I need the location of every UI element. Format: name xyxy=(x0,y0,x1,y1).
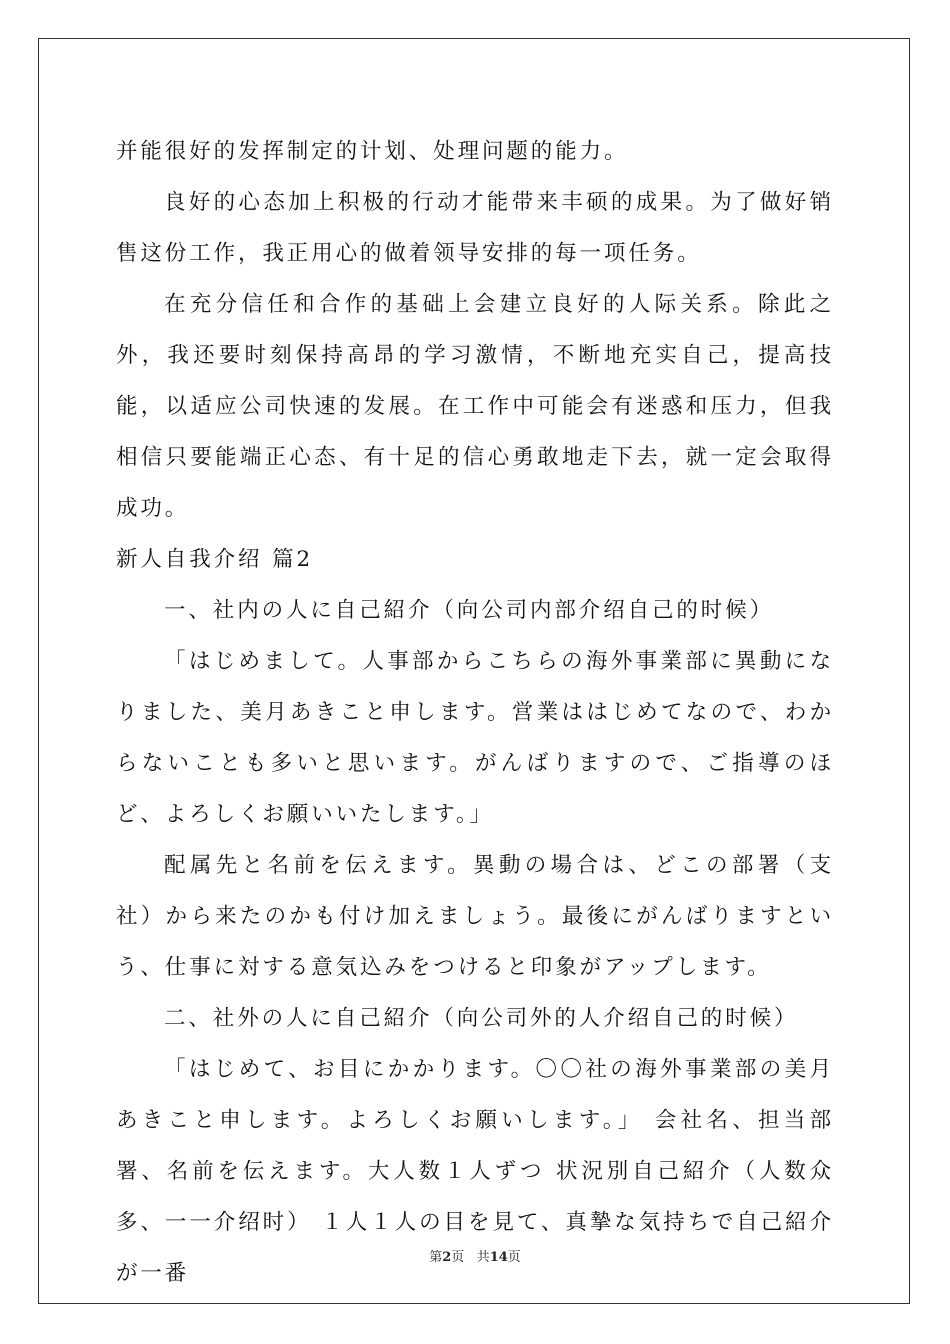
total-pages: 14 xyxy=(489,1250,508,1265)
paragraph-internal-tips: 配属先と名前を伝えます。異動の場合は、どこの部署（支社）から来たのかも付け加えましょう。最後にがんばりますという、仕事に対する意気込みをつけると印象がアップします。 xyxy=(116,853,834,980)
page-suffix: 页 xyxy=(451,1250,465,1265)
subheading-external-intro: 二、社外の人に自己紹介（向公司外的人介绍自己的时候） xyxy=(164,1006,799,1031)
document-body xyxy=(116,126,834,1299)
paragraph-relationships: 在充分信任和合作的基础上会建立良好的人际关系。除此之外，我还要时刻保持高昂的学习激情，不断地充实自己，提高技能，以适应公司快速的发展。在工作中可能会有迷惑和压力，但我相信只要能端正心态、有十足的信心勇敢地走下去，就一定会取得成功。 xyxy=(116,292,834,521)
paragraph-internal-greeting: 「はじめまして。人事部からこちらの海外事業部に異動になりました、美月あきこと申します。営業ははじめてなので、わからないことも多いと思います。がんばりますので、ご指導のほど、よろしくお願いいたします。」 xyxy=(116,649,834,827)
page-prefix: 第 xyxy=(429,1250,443,1265)
subheading-internal-intro: 一、社内の人に自己紹介（向公司内部介绍自己的时候） xyxy=(164,598,775,623)
paragraph-external-greeting: 「はじめて、お目にかかります。〇〇社の海外事業部の美月あきこと申します。よろしくお願いします。」 会社名、担当部署、名前を伝えます。大人数１人ずつ 状況別自己紹介（人数众多、一一介绍时） １人１人の目を見て、真摯な気持ちで自己紹介が一番 xyxy=(116,1057,834,1286)
paragraph-continuation: 并能很好的发挥制定的计划、处理问题的能力。 xyxy=(116,139,629,164)
section-heading: 新人自我介绍 篇2 xyxy=(116,547,314,572)
page-footer xyxy=(0,1246,950,1265)
total-prefix: 共 xyxy=(476,1250,490,1265)
paragraph-mindset: 良好的心态加上积极的行动才能带来丰硕的成果。为了做好销售这份工作，我正用心的做着领导安排的每一项任务。 xyxy=(116,190,834,266)
total-suffix: 页 xyxy=(507,1250,521,1265)
page-number: 2 xyxy=(442,1250,452,1265)
